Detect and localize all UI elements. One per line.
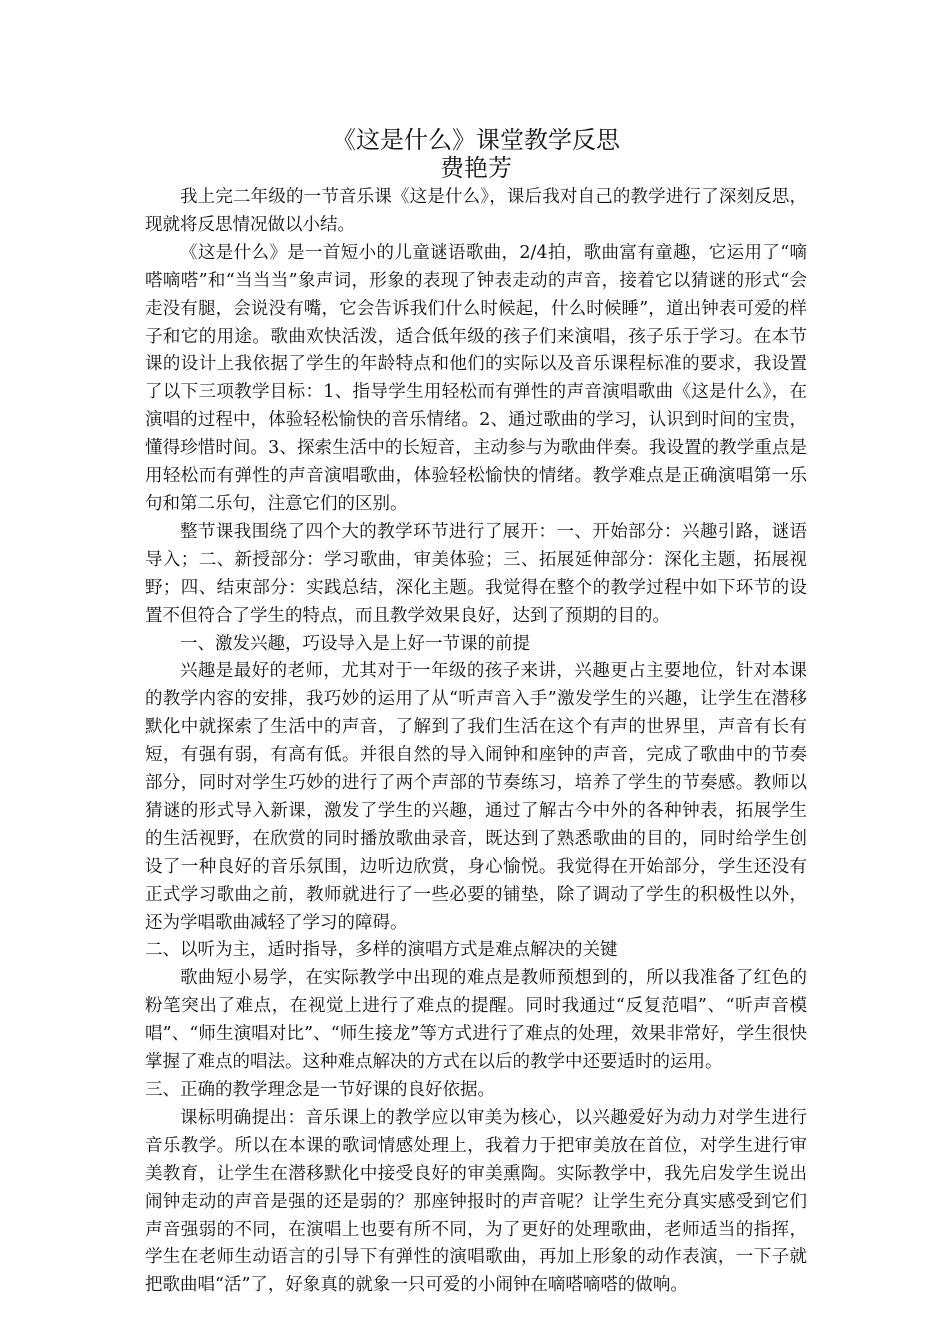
- section-heading-2: 二、以听为主，适时指导，多样的演唱方式是难点解决的关键: [145, 940, 618, 961]
- paragraph-intro: 我上完二年级的一节音乐课《这是什么》，课后我对自己的教学进行了深刻反思，现就将反思情况做以小结。: [145, 187, 807, 235]
- paragraph-section-1: 兴趣是最好的老师，尤其对于一年级的孩子来讲，兴趣更占主要地位，针对本课的教学内容的安排，我巧妙的运用了从“听声音入手”激发学生的兴趣，让学生在潜移默化中就探索了生活中的声音，了解到了我们生活在这个有声的世界里，声音有长有短，有强有弱，有高有低。并很自然的导入闹钟和座钟的声音，完成了歌曲中的节奏部分，同时对学生巧妙的进行了两个声部的节奏练习，培养了学生的节奏感。教师以猜谜的形式导入新课，激发了学生的兴趣，通过了解古今中外的各种钟表，拓展学生的生活视野，在欣赏的同时播放歌曲录音，既达到了熟悉歌曲的目的，同时给学生创设了一种良好的音乐氛围，边听边欣赏，身心愉悦。我觉得在开始部分，学生还没有正式学习歌曲之前，教师就进行了一些必要的铺垫，除了调动了学生的积极性以外，还为学唱歌曲减轻了学习的障碍。: [145, 661, 807, 933]
- section-heading-3: 三、正确的教学理念是一节好课的良好依据。: [145, 1080, 495, 1100]
- document-page: [145, 126, 807, 1300]
- paragraph-song-description: 《这是什么》是一首短小的儿童谜语歌曲，2/4拍，歌曲富有童趣，它运用了“嘀嗒嘀嗒”和“当当当”象声词，形象的表现了钟表走动的声音，接着它以猜谜的形式“会走没有腿，会说没有嘴，它会告诉我们什么时候起，什么时候睡”，道出钟表可爱的样子和它的用途。歌曲欢快活泼，适合低年级的孩子们来演唱，孩子乐于学习。在本节课的设计上我依据了学生的年龄特点和他们的实际以及音乐课程标准的要求，我设置了以下三项教学目标：1、指导学生用轻松而有弹性的声音演唱歌曲《这是什么》，在演唱的过程中，体验轻松愉快的音乐情绪。2、通过歌曲的学习，认识到时间的宝贵，懂得珍惜时间。3、探索生活中的长短音，主动参与为歌曲伴奏。我设置的教学重点是用轻松而有弹性的声音演唱歌曲，体验轻松愉快的情绪。教学难点是正确演唱第一乐句和第二乐句，注意它们的区别。: [145, 242, 807, 514]
- document-author: 费艳芳: [440, 154, 512, 182]
- section-heading-1: 一、激发兴趣，巧设导入是上好一节课的前提: [180, 633, 530, 654]
- paragraph-section-2: 歌曲短小易学，在实际教学中出现的难点是教师预想到的，所以我准备了红色的粉笔突出了难点，在视觉上进行了难点的提醒。同时我通过“反复范唱”、“听声音模唱”、“师生演唱对比”、“师生接龙”等方式进行了难点的处理，效果非常好，学生很快掌握了难点的唱法。这种难点解决的方式在以后的教学中还要适时的运用。: [145, 968, 807, 1073]
- paragraph-lesson-structure: 整节课我围绕了四个大的教学环节进行了展开：一、开始部分：兴趣引路，谜语导入；二、新授部分：学习歌曲，审美体验；三、拓展延伸部分：深化主题，拓展视野；四、结束部分：实践总结，深化主题。我觉得在整个的教学过程中如下环节的设置不但符合了学生的特点，而且教学效果良好，达到了预期的目的。: [145, 521, 807, 626]
- document-title: 《这是什么》课堂教学反思: [332, 126, 620, 154]
- paragraph-section-3: 课标明确提出：音乐课上的教学应以审美为核心，以兴趣爱好为动力对学生进行音乐教学。所以在本课的歌词情感处理上，我着力于把审美放在首位，对学生进行审美教育，让学生在潜移默化中接受良好的审美熏陶。实际教学中，我先启发学生说出闹钟走动的声音是强的还是弱的？那座钟报时的声音呢？让学生充分真实感受到它们声音强弱的不同，在演唱上也要有所不同，为了更好的处理歌曲，老师适当的指挥，学生在老师生动语言的引导下有弹性的演唱歌曲，再加上形象的动作表演，一下子就把歌曲唱“活”了，好象真的就象一只可爱的小闹钟在嘀嗒嘀嗒的做响。: [145, 1107, 807, 1296]
